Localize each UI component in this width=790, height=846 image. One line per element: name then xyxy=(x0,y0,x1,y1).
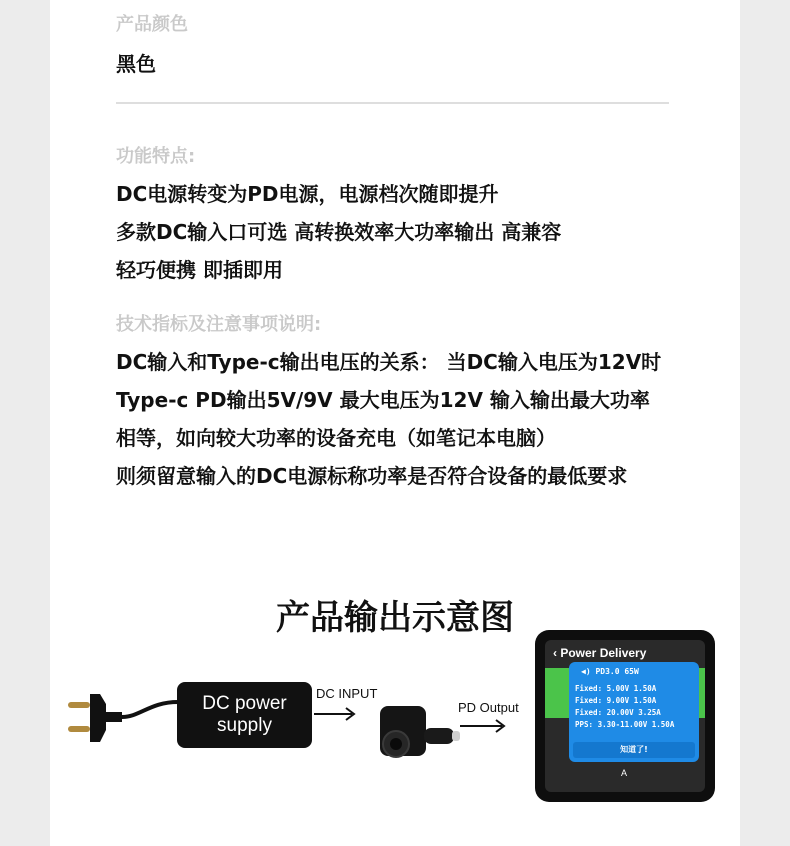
usb-c-adapter-icon xyxy=(366,700,466,762)
product-detail-page xyxy=(50,0,740,846)
pdo-row: Fixed: 20.00V 3.25A xyxy=(575,708,661,717)
feature-line-2: 多款DC输入口可选 高转换效率大功率输出 高兼容 xyxy=(116,220,562,244)
spec-line-4: 则须留意输入的DC电源标称功率是否符合设备的最低要求 xyxy=(116,464,628,488)
pdo-row: PPS: 3.30-11.00V 1.50A xyxy=(575,720,675,729)
pd-info-popup xyxy=(569,662,699,762)
spec-line-2: Type-c PD输出5V/9V 最大电压为12V 输入输出最大功率 xyxy=(116,388,650,412)
usb-tester-device xyxy=(535,630,715,802)
dc-box-line-1: DC power xyxy=(202,693,287,714)
dc-box-line-2: supply xyxy=(217,715,272,736)
feature-line-1: DC电源转变为PD电源，电源档次随即提升 xyxy=(116,182,499,206)
sound-icon: ◀) xyxy=(581,667,591,676)
arrow-right-icon xyxy=(314,706,358,722)
spec-line-3: 相等，如向较大功率的设备充电（如笔记本电脑） xyxy=(116,426,556,450)
color-label: 产品颜色 xyxy=(116,14,188,35)
device-screen xyxy=(545,640,705,792)
dc-input-label: DC INPUT xyxy=(316,686,378,701)
arrow-right-icon xyxy=(460,718,508,734)
pdo-row: Fixed: 5.00V 1.50A xyxy=(575,684,657,693)
feature-line-3: 轻巧便携 即插即用 xyxy=(116,258,283,282)
pd-output-label: PD Output xyxy=(458,700,519,715)
spec-line-1: DC输入和Type-c输出电压的关系： 当DC输入电压为12V时 xyxy=(116,350,662,374)
specs-label: 技术指标及注意事项说明: xyxy=(116,314,322,335)
screen-footer-label: A xyxy=(621,768,628,778)
pdo-row: Fixed: 9.00V 1.50A xyxy=(575,696,657,705)
popup-title: ◀) PD3.0 65W xyxy=(581,667,639,676)
diagram-title: 产品输出示意图 xyxy=(276,598,514,638)
screen-header: ‹ Power Delivery xyxy=(553,646,647,660)
plug-icon xyxy=(60,690,180,750)
back-chevron-icon: ‹ xyxy=(553,646,561,660)
ok-button[interactable]: 知道了! xyxy=(573,742,695,758)
features-label: 功能特点: xyxy=(116,146,196,167)
color-value: 黑色 xyxy=(116,52,156,76)
section-divider xyxy=(116,102,669,104)
dc-power-supply-box xyxy=(177,682,312,748)
